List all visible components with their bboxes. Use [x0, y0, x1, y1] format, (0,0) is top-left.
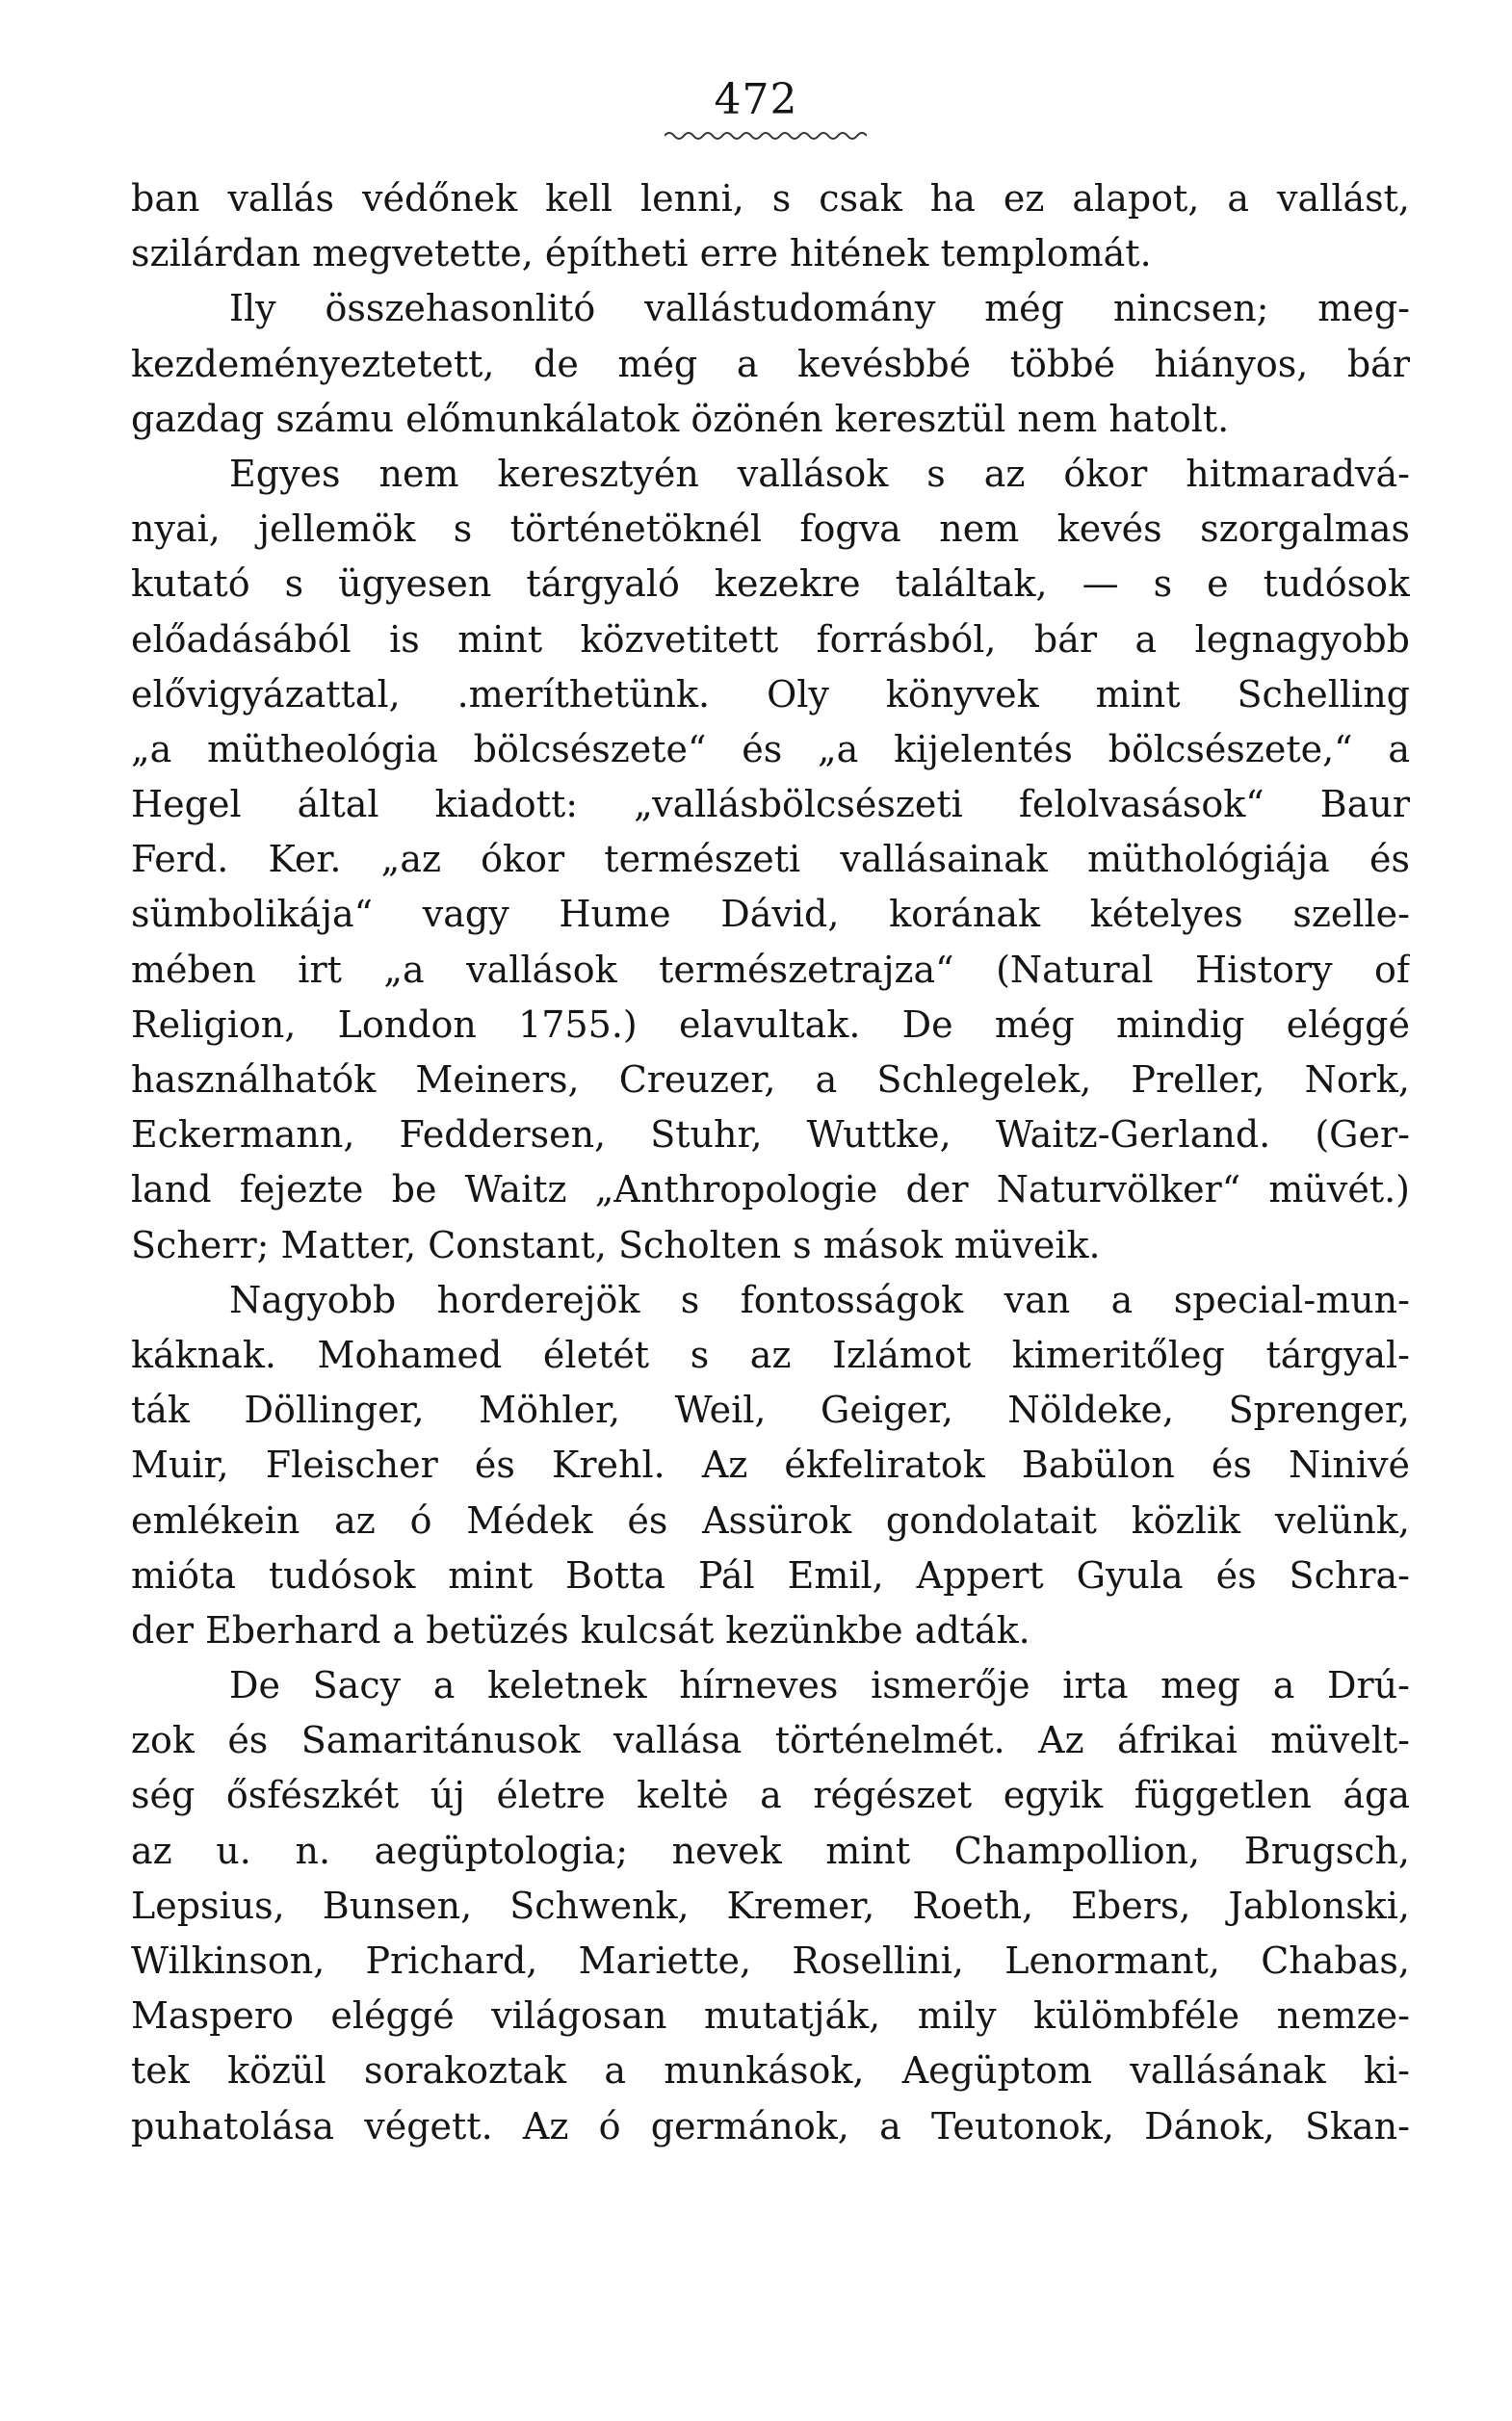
text-line: De Sacy a keletnek hírneves ismerője irta meg a Drú- — [229, 1664, 1410, 1707]
text-line: sümbolikája“ vagy Hume Dávid, korának kételyes szelle- — [131, 893, 1410, 936]
text-line: mióta tudósok mint Botta Pál Emil, Appert Gyula és Schra- — [131, 1553, 1410, 1597]
text-line: elővigyázattal, .meríthetünk. Oly könyvek mint Schelling — [131, 672, 1410, 716]
page-number: 472 — [714, 75, 798, 124]
text-line: Scherr; Matter, Constant, Scholten s mások müveik. — [131, 1223, 1101, 1266]
text-line: land fejezte be Waitz „Anthropologie der Naturvölker“ müvét.) — [131, 1168, 1410, 1211]
text-line: használhatók Meiners, Creuzer, a Schlegelek, Preller, Nork, — [131, 1058, 1410, 1101]
text-line: Muir, Fleischer és Krehl. Az ékfeliratok Babülon és Ninivé — [131, 1444, 1410, 1487]
text-line: az u. n. aegüptologia; nevek mint Champollion, Brugsch, — [131, 1829, 1410, 1872]
text-line: ség ősfészkét új életre keltė a régészet egyik független ága — [131, 1774, 1410, 1817]
text-line: Ily összehasonlitó vallástudomány még nincsen; meg- — [229, 287, 1410, 330]
text-line: kezdeményeztetett, de még a kevésbbé többé hiányos, bár — [131, 342, 1410, 385]
text-line: „a mütheológia bölcsészete“ és „a kijelentés bölcsészete,“ a — [131, 727, 1410, 770]
text-line: Wilkinson, Prichard, Mariette, Rosellini, Lenormant, Chabas, — [131, 1939, 1410, 1982]
text-line: gazdag számu előmunkálatok özönén keresztül nem hatolt. — [131, 397, 1230, 440]
text-line: ban vallás védőnek kell lenni, s csak ha ez alapot, a vallást, — [131, 177, 1410, 220]
text-line: káknak. Mohamed életét s az Izlámot kimeritőleg tárgyal- — [131, 1333, 1410, 1376]
text-line: der Eberhard a betüzés kulcsát kezünkbe adták. — [131, 1608, 1030, 1652]
text-line: kutató s ügyesen tárgyaló kezekre találtak, — s e tudósok — [131, 562, 1410, 606]
text-line: Hegel által kiadott: „vallásbölcsészeti felolvasások“ Baur — [131, 783, 1410, 826]
text-line: Religion, London 1755.) elavultak. De még mindig eléggé — [131, 1002, 1410, 1046]
body-text — [131, 171, 1410, 2154]
text-line: mében irt „a vallások természetrajza“ (Natural History of — [131, 948, 1410, 991]
text-line: Eckermann, Feddersen, Stuhr, Wuttke, Waitz-Gerland. (Ger- — [131, 1113, 1410, 1157]
text-line: Egyes nem keresztyén vallások s az ókor hitmaradvá- — [229, 452, 1410, 495]
text-line: Maspero eléggé világosan mutatják, mily külömbféle nemze- — [131, 1994, 1410, 2038]
text-line: szilárdan megvetette, építheti erre hitének templomát. — [131, 232, 1152, 275]
text-line: nyai, jellemök s történetöknél fogva nem kevés szorgalmas — [131, 508, 1410, 551]
text-line: ták Döllinger, Möhler, Weil, Geiger, Nöldeke, Sprenger, — [131, 1389, 1410, 1432]
text-line: tek közül sorakoztak a munkások, Aegüptom vallásának ki- — [131, 2049, 1410, 2093]
wavy-rule-ornament — [665, 129, 867, 143]
text-line: Nagyobb horderejök s fontosságok van a special-mun- — [229, 1278, 1410, 1321]
text-line: Lepsius, Bunsen, Schwenk, Kremer, Roeth, Ebers, Jablonski, — [131, 1884, 1410, 1927]
text-line: előadásából is mint közvetitett forrásból, bár a legnagyobb — [131, 617, 1410, 661]
text-line: Ferd. Ker. „az ókor természeti vallásainak müthológiája és — [131, 838, 1410, 881]
text-line: emlékein az ó Médek és Assürok gondolatait közlik velünk, — [131, 1498, 1410, 1542]
text-line: puhatolása végett. Az ó germánok, a Teutonok, Dánok, Skan- — [131, 2104, 1410, 2148]
text-line: zok és Samaritánusok vallása történelmét. Az áfrikai müvelt- — [131, 1719, 1410, 1762]
